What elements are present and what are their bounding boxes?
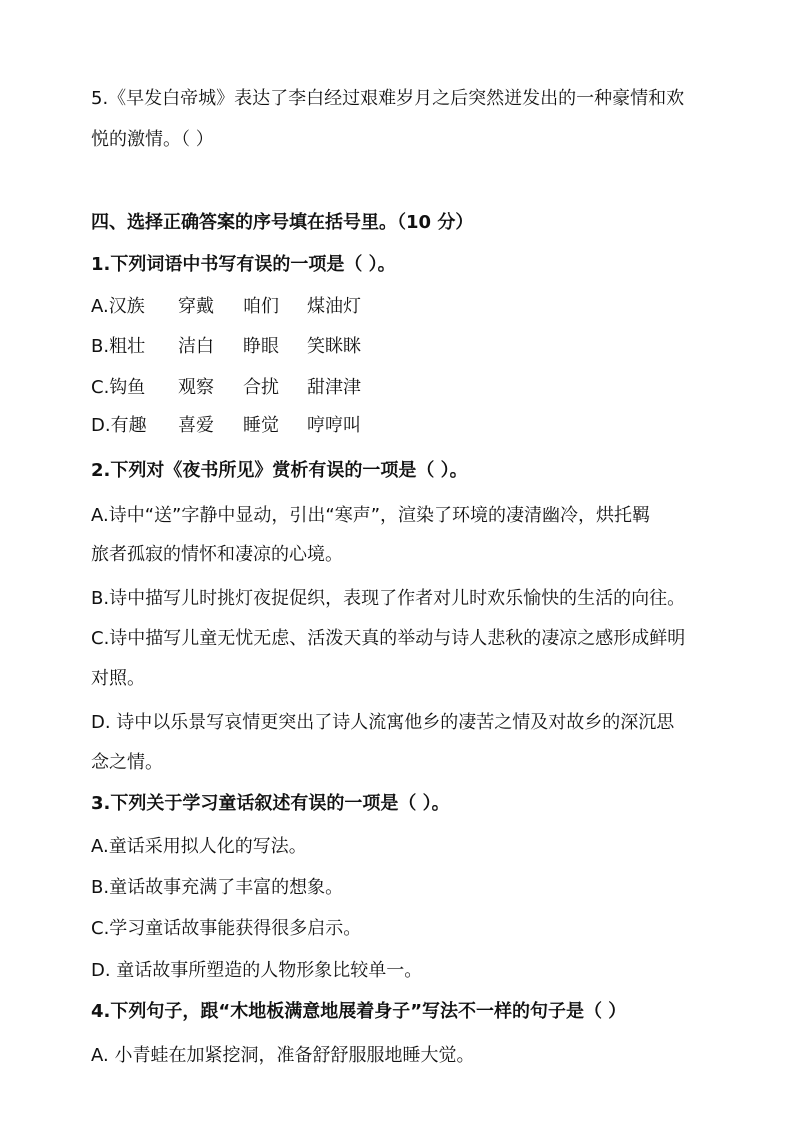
q1-option-c-word-1: 观察 [178,377,214,398]
q2-option-d-line-2: 念之情。 [91,752,163,773]
q3-stem: 3.下列关于学习童话叙述有误的一项是（ ）。 [91,793,450,814]
q1-option-d-label: D.有趣 [91,415,147,436]
q2-option-c-line-2: 对照。 [91,668,145,689]
tf-item-5-line-1: 5.《早发白帝城》表达了李白经过艰难岁月之后突然迸发出的一种豪情和欢 [91,88,685,109]
q3-option-c: C.学习童话故事能获得很多启示。 [91,918,362,939]
q1-option-b-word-3: 笑眯眯 [307,336,361,357]
q2-option-a-line-1: A.诗中“送”字静中显动，引出“寒声”，渲染了环境的凄清幽冷，烘托羁 [91,505,651,526]
q2-option-a-line-2: 旅者孤寂的情怀和凄凉的心境。 [91,544,343,565]
q1-option-b-word-1: 洁白 [178,336,214,357]
q1-option-a-word-3: 煤油灯 [307,296,361,317]
q2-option-c-line-1: C.诗中描写儿童无忧无虑、活泼天真的举动与诗人悲秋的凄凉之感形成鲜明 [91,628,686,649]
q1-option-b-word-2: 睁眼 [243,336,279,357]
q1-option-a-label: A.汉族 [91,296,145,317]
q3-option-b: B.童话故事充满了丰富的想象。 [91,877,344,898]
q2-option-d-line-1: D. 诗中以乐景写哀情更突出了诗人流寓他乡的凄苦之情及对故乡的深沉思 [91,712,675,733]
q2-option-b: B.诗中描写儿时挑灯夜捉促织，表现了作者对儿时欢乐愉快的生活的向往。 [91,588,686,609]
q3-option-d: D. 童话故事所塑造的人物形象比较单一。 [91,960,423,981]
section-4-heading: 四、选择正确答案的序号填在括号里。（10 分） [91,212,474,233]
q1-option-d-word-2: 睡觉 [243,415,279,436]
tf-item-5-line-2: 悦的激情。（ ） [91,129,214,150]
q3-option-a: A.童话采用拟人化的写法。 [91,836,307,857]
q1-option-b-label: B.粗壮 [91,336,146,357]
q1-option-c-word-3: 甜津津 [307,377,361,398]
q1-option-d-word-3: 哼哼叫 [307,415,361,436]
q1-option-c-label: C.钩鱼 [91,377,146,398]
q4-stem: 4.下列句子，跟“木地板满意地展着身子”写法不一样的句子是（ ） [91,1001,627,1022]
q1-option-d-word-1: 喜爱 [178,415,214,436]
q4-option-a: A. 小青蛙在加紧挖洞，准备舒舒服服地睡大觉。 [91,1045,475,1066]
q1-option-a-word-1: 穿戴 [178,296,214,317]
q1-option-c-word-2: 合扰 [243,377,279,398]
q1-option-a-word-2: 咱们 [243,296,279,317]
q2-stem: 2.下列对《夜书所见》赏析有误的一项是（ ）。 [91,460,468,481]
q1-stem: 1.下列词语中书写有误的一项是（ ）。 [91,254,396,275]
